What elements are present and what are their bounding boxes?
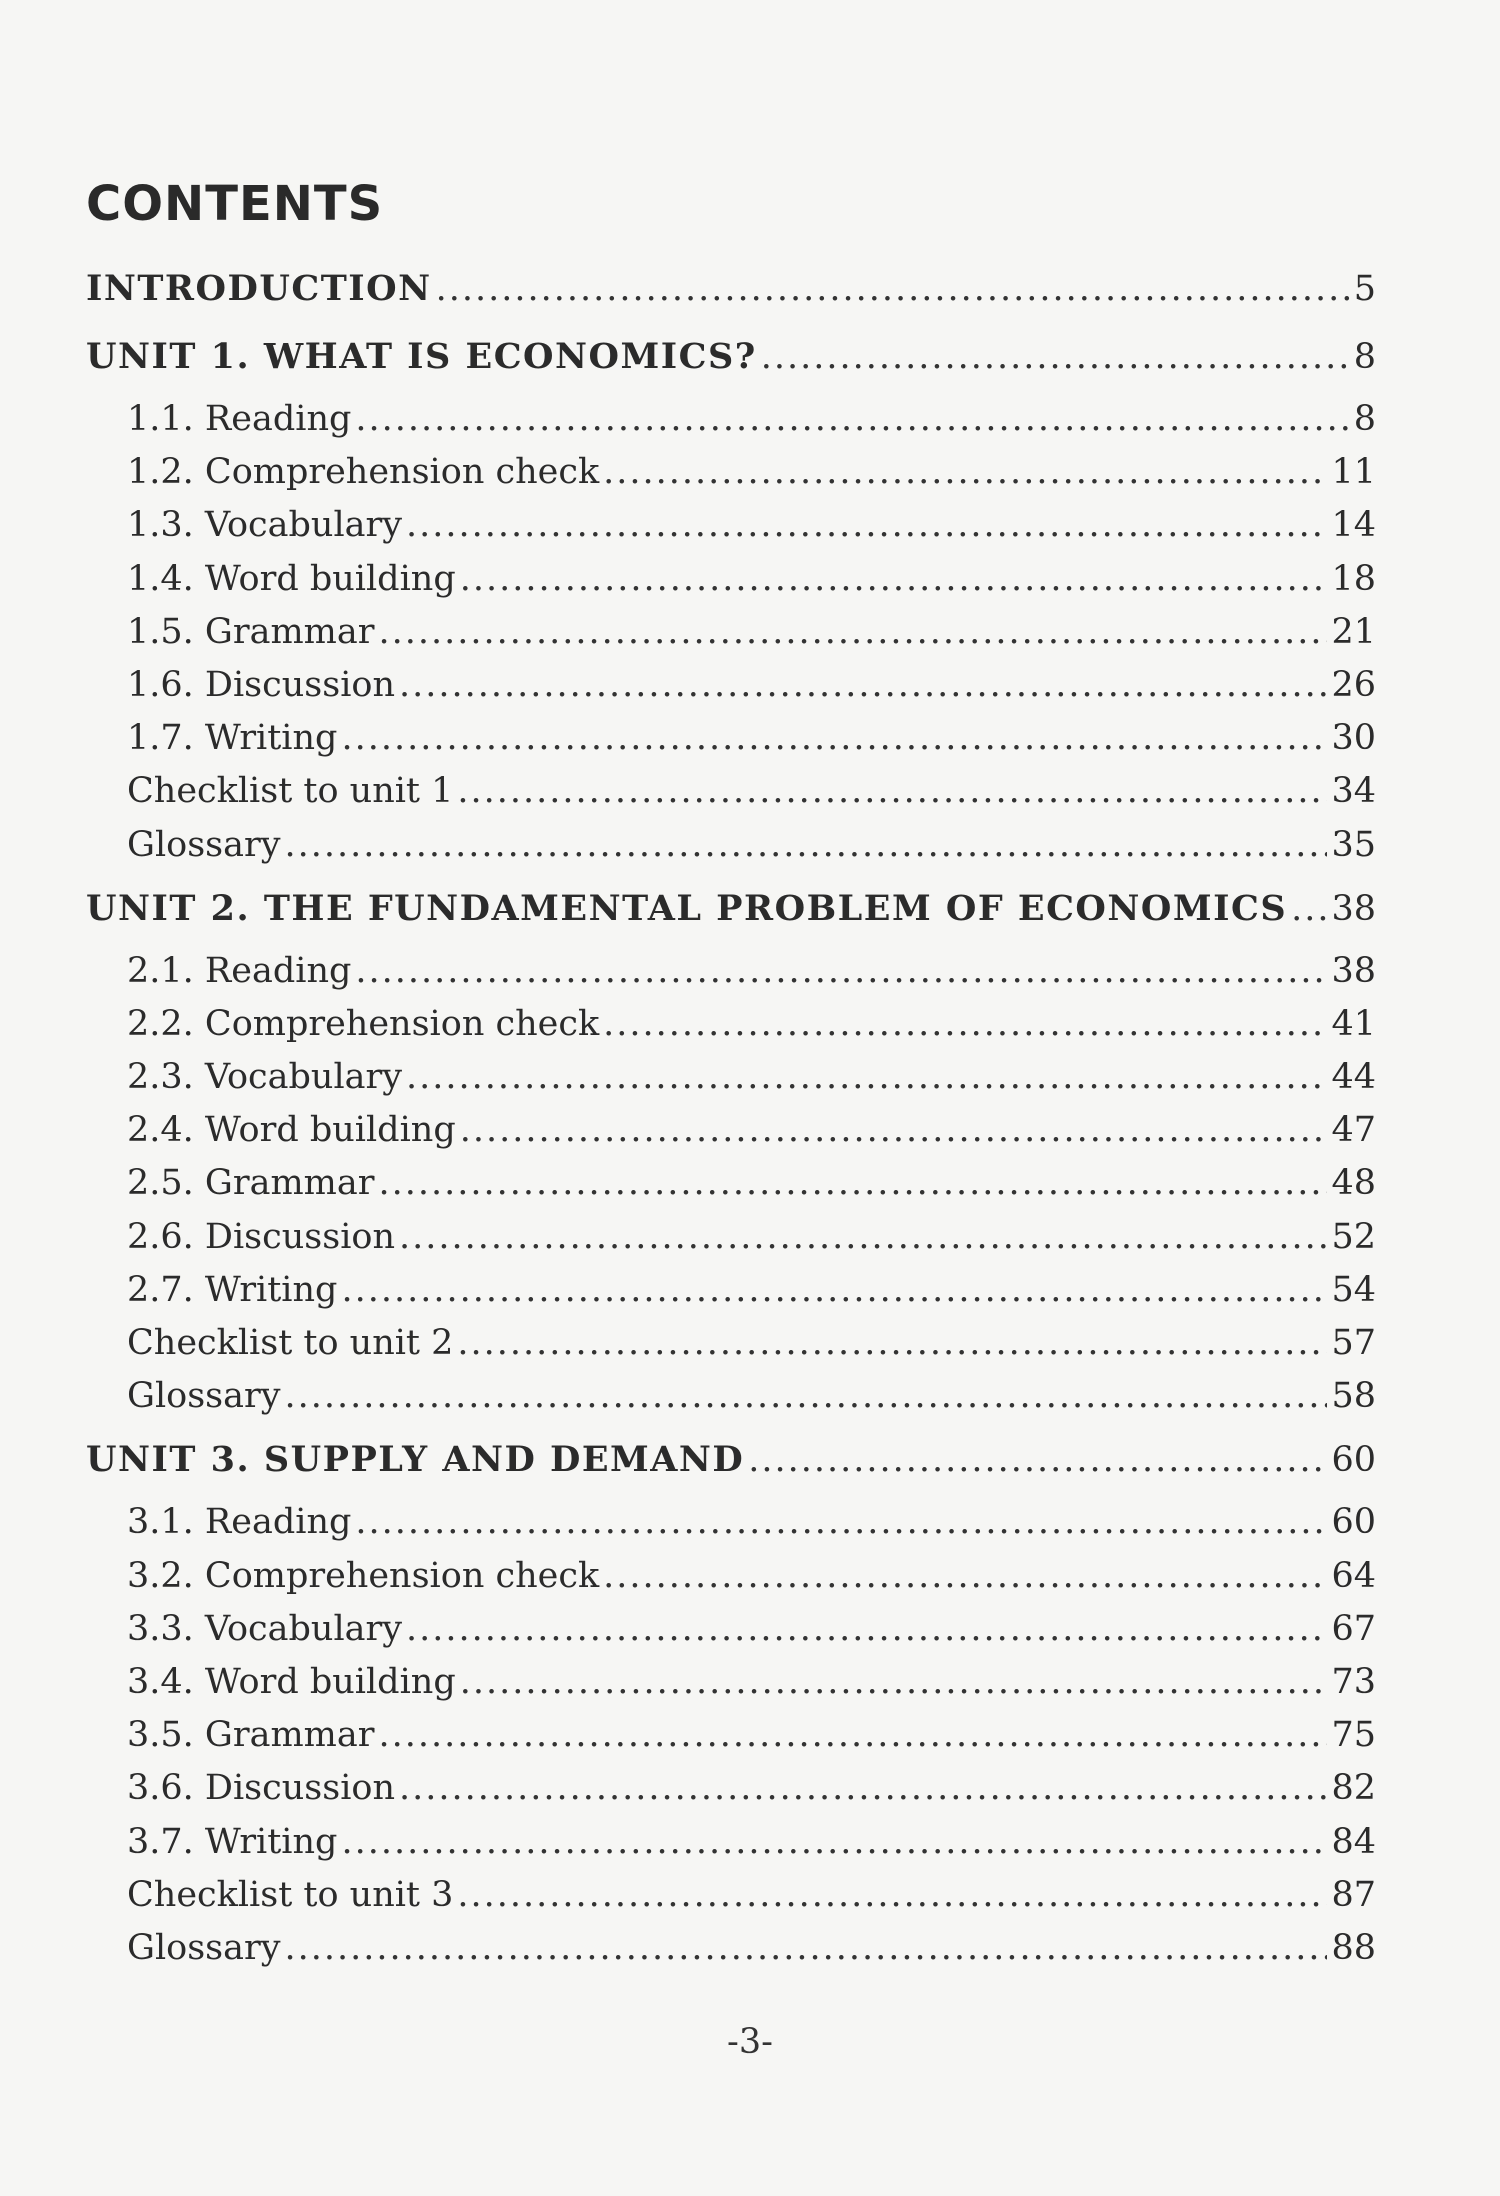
dot-leader [378, 1157, 1327, 1210]
toc-page-number: 67 [1331, 1608, 1376, 1649]
toc-entry-row [86, 606, 1376, 659]
dot-leader [285, 1370, 1328, 1423]
toc-page-number: 8 [1353, 399, 1376, 439]
dot-leader [460, 1656, 1328, 1709]
toc-page-number: 54 [1331, 1269, 1376, 1310]
toc-entry-row [86, 945, 1376, 998]
dot-leader [761, 321, 1350, 394]
dot-leader [1291, 873, 1327, 946]
dot-leader [399, 659, 1327, 712]
toc-entry-title: Checklist to unit 1 [127, 771, 454, 812]
dot-leader [355, 1496, 1327, 1549]
dot-leader [285, 1922, 1328, 1975]
toc-entry-row [86, 553, 1376, 606]
toc-page-number: 18 [1331, 558, 1376, 599]
toc-page-number: 52 [1331, 1216, 1376, 1257]
toc-section-row [86, 1423, 1376, 1496]
table-of-contents [86, 258, 1376, 1975]
toc-entry-title: UNIT 1. WHAT IS ECONOMICS? [86, 336, 757, 377]
toc-page-number: 58 [1331, 1376, 1376, 1417]
toc-page-number: 57 [1331, 1323, 1376, 1363]
toc-page-number: 5 [1353, 269, 1376, 309]
toc-entry-title: 3.5. Grammar [127, 1715, 375, 1756]
toc-page-number: 60 [1331, 1502, 1376, 1543]
toc-entry-row [86, 499, 1376, 552]
toc-entry-title: 3.7. Writing [127, 1821, 338, 1862]
toc-page-number: 84 [1331, 1821, 1376, 1862]
dot-leader [457, 1869, 1327, 1922]
toc-page-number: 47 [1331, 1110, 1376, 1151]
dot-leader [378, 606, 1327, 659]
toc-entry-title: 1.3. Vocabulary [127, 505, 403, 546]
toc-entry-title: Glossary [127, 1376, 281, 1417]
toc-entry-row [86, 998, 1376, 1051]
dot-leader [748, 1424, 1327, 1497]
toc-page-number: 73 [1331, 1661, 1376, 1702]
toc-page-number: 44 [1331, 1057, 1376, 1098]
dot-leader [355, 945, 1327, 998]
toc-page-number: 60 [1331, 1440, 1376, 1481]
toc-entry-row [86, 1317, 1376, 1370]
toc-entry-row [86, 1496, 1376, 1549]
toc-page-number: 38 [1331, 950, 1376, 991]
toc-entry-title: 3.6. Discussion [127, 1768, 396, 1809]
toc-entry-row [86, 446, 1376, 499]
dot-leader [399, 1211, 1327, 1264]
toc-entry-title: Glossary [127, 1927, 281, 1968]
toc-page-number: 26 [1331, 664, 1376, 705]
dot-leader [460, 553, 1328, 606]
dot-leader [603, 998, 1327, 1051]
toc-entry-title: 1.6. Discussion [127, 664, 396, 705]
toc-entry-row [86, 393, 1376, 446]
toc-entry-title: 1.5. Grammar [127, 611, 375, 652]
toc-entry-row [86, 1603, 1376, 1656]
toc-entry-title: 3.1. Reading [127, 1502, 352, 1543]
dot-leader [399, 1762, 1327, 1815]
toc-section-row [86, 258, 1376, 320]
toc-page-number: 48 [1331, 1163, 1376, 1204]
toc-entry-title: 2.5. Grammar [127, 1163, 375, 1204]
toc-page-number: 82 [1331, 1768, 1376, 1809]
toc-entry-title: 2.4. Word building [127, 1110, 456, 1151]
toc-entry-row [86, 1869, 1376, 1922]
toc-page-number: 34 [1331, 771, 1376, 812]
toc-entry-row [86, 1656, 1376, 1709]
dot-leader [406, 1051, 1327, 1104]
page-title: CONTENTS [86, 176, 384, 232]
toc-section-row [86, 320, 1376, 393]
toc-entry-row [86, 659, 1376, 712]
toc-page-number: 88 [1331, 1927, 1376, 1968]
toc-entry-title: UNIT 2. THE FUNDAMENTAL PROBLEM OF ECONOMICS [86, 887, 1288, 929]
dot-leader [603, 1550, 1327, 1603]
toc-page-number: 30 [1331, 718, 1376, 759]
toc-page-number: 38 [1331, 888, 1376, 929]
toc-entry-title: 1.4. Word building [127, 558, 456, 599]
toc-entry-row [86, 1709, 1376, 1762]
toc-entry-row [86, 1051, 1376, 1104]
toc-page-number: 35 [1331, 824, 1376, 865]
toc-page-number: 41 [1331, 1003, 1376, 1044]
toc-entry-row [86, 1816, 1376, 1869]
page-number: -3- [727, 2022, 773, 2062]
toc-page-number: 14 [1331, 505, 1376, 546]
toc-entry-title: Glossary [127, 824, 281, 865]
toc-entry-row [86, 1264, 1376, 1317]
toc-entry-title: 3.4. Word building [127, 1661, 456, 1702]
dot-leader [603, 446, 1327, 499]
toc-page-number: 8 [1353, 337, 1376, 377]
toc-entry-row [86, 1550, 1376, 1603]
dot-leader [341, 712, 1327, 765]
dot-leader [285, 819, 1328, 872]
toc-entry-title: 1.2. Comprehension check [127, 452, 600, 493]
toc-page-number: 21 [1331, 611, 1376, 652]
toc-entry-title: 2.2. Comprehension check [127, 1003, 600, 1044]
dot-leader [341, 1264, 1327, 1317]
dot-leader [457, 1317, 1327, 1370]
toc-entry-row [86, 1157, 1376, 1210]
toc-page-number: 75 [1331, 1715, 1376, 1756]
toc-entry-title: Checklist to unit 3 [127, 1874, 454, 1915]
toc-entry-row [86, 1104, 1376, 1157]
toc-page-number: 11 [1331, 452, 1376, 493]
dot-leader [460, 1104, 1328, 1157]
toc-entry-title: 1.7. Writing [127, 718, 338, 759]
dot-leader [406, 1603, 1327, 1656]
toc-entry-title: 2.1. Reading [127, 950, 352, 991]
toc-entry-title: 3.3. Vocabulary [127, 1608, 403, 1649]
toc-entry-title: UNIT 3. SUPPLY AND DEMAND [86, 1439, 745, 1481]
toc-entry-row [86, 819, 1376, 872]
toc-entry-title: Checklist to unit 2 [127, 1323, 454, 1363]
toc-page-number: 87 [1331, 1874, 1376, 1915]
toc-entry-row [86, 1211, 1376, 1264]
toc-section-row [86, 872, 1376, 945]
dot-leader [378, 1709, 1327, 1762]
toc-entry-title: 2.7. Writing [127, 1269, 338, 1310]
toc-page-number: 64 [1331, 1555, 1376, 1596]
dot-leader [406, 499, 1327, 552]
toc-entry-title: 2.3. Vocabulary [127, 1057, 403, 1098]
toc-entry-row [86, 1762, 1376, 1815]
toc-entry-title: INTRODUCTION [86, 268, 432, 309]
toc-entry-row [86, 1370, 1376, 1423]
toc-entry-row [86, 1922, 1376, 1975]
dot-leader [436, 258, 1350, 320]
toc-entry-title: 2.6. Discussion [127, 1216, 396, 1257]
dot-leader [341, 1816, 1327, 1869]
dot-leader [457, 765, 1327, 818]
toc-entry-title: 3.2. Comprehension check [127, 1555, 600, 1596]
dot-leader [355, 393, 1349, 446]
toc-entry-row [86, 712, 1376, 765]
toc-entry-row [86, 765, 1376, 818]
toc-entry-title: 1.1. Reading [127, 399, 352, 439]
